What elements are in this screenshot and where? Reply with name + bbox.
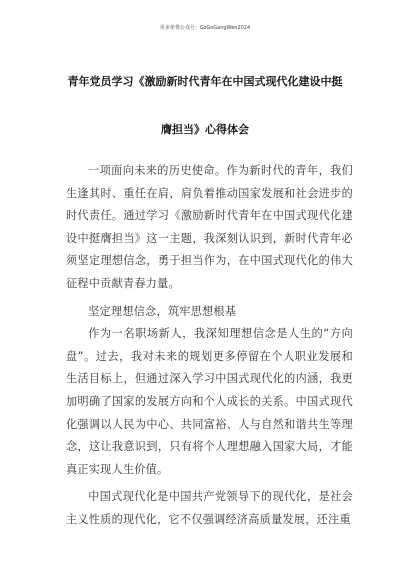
document-title-line-1: 青年党员学习《激励新时代青年在中国式现代化建设中挺 bbox=[67, 75, 343, 88]
paragraph-ideals: 作为一名职场新人，我深知理想信念是人生的“方向盘”。过去，我对未来的规划更多停留在个人职业发展和生活目标上，但通过深入学习中国式现代化的内涵，我更加明确了国家的发展方向和个人成长的关系。中国式现代化强调以人民为中心、共同富裕、人与自然和谐共生等理念，这让我意识到，只有将个人理想融入国家大局，才能真正实现人生价值。 bbox=[66, 327, 353, 476]
section-heading: 坚定理想信念，筑牢思想根基 bbox=[88, 304, 237, 318]
paragraph-intro: 一项面向未来的历史使命。作为新时代的青年，我们生逢其时、重任在肩，肩负着推动国家发展和社会进步的时代责任。通过学习《激励新时代青年在中国式现代化建设中挺膺担当》这一主题，我深刻认识到，新时代青年必须坚定理想信念，勇于担当作为，在中国式现代化的伟大征程中贡献青春力量。 bbox=[66, 164, 353, 290]
paragraph-modernization: 中国式现代化是中国共产党领导下的现代化，是社会主义性质的现代化，它不仅强调经济高质量发展，还注重 bbox=[66, 490, 353, 526]
header-note: 更多免费公众号：GzGoGangWen2024 bbox=[159, 25, 251, 31]
document-body bbox=[66, 160, 353, 532]
document-title-line-2: 膺担当》心得体会 bbox=[161, 123, 249, 136]
